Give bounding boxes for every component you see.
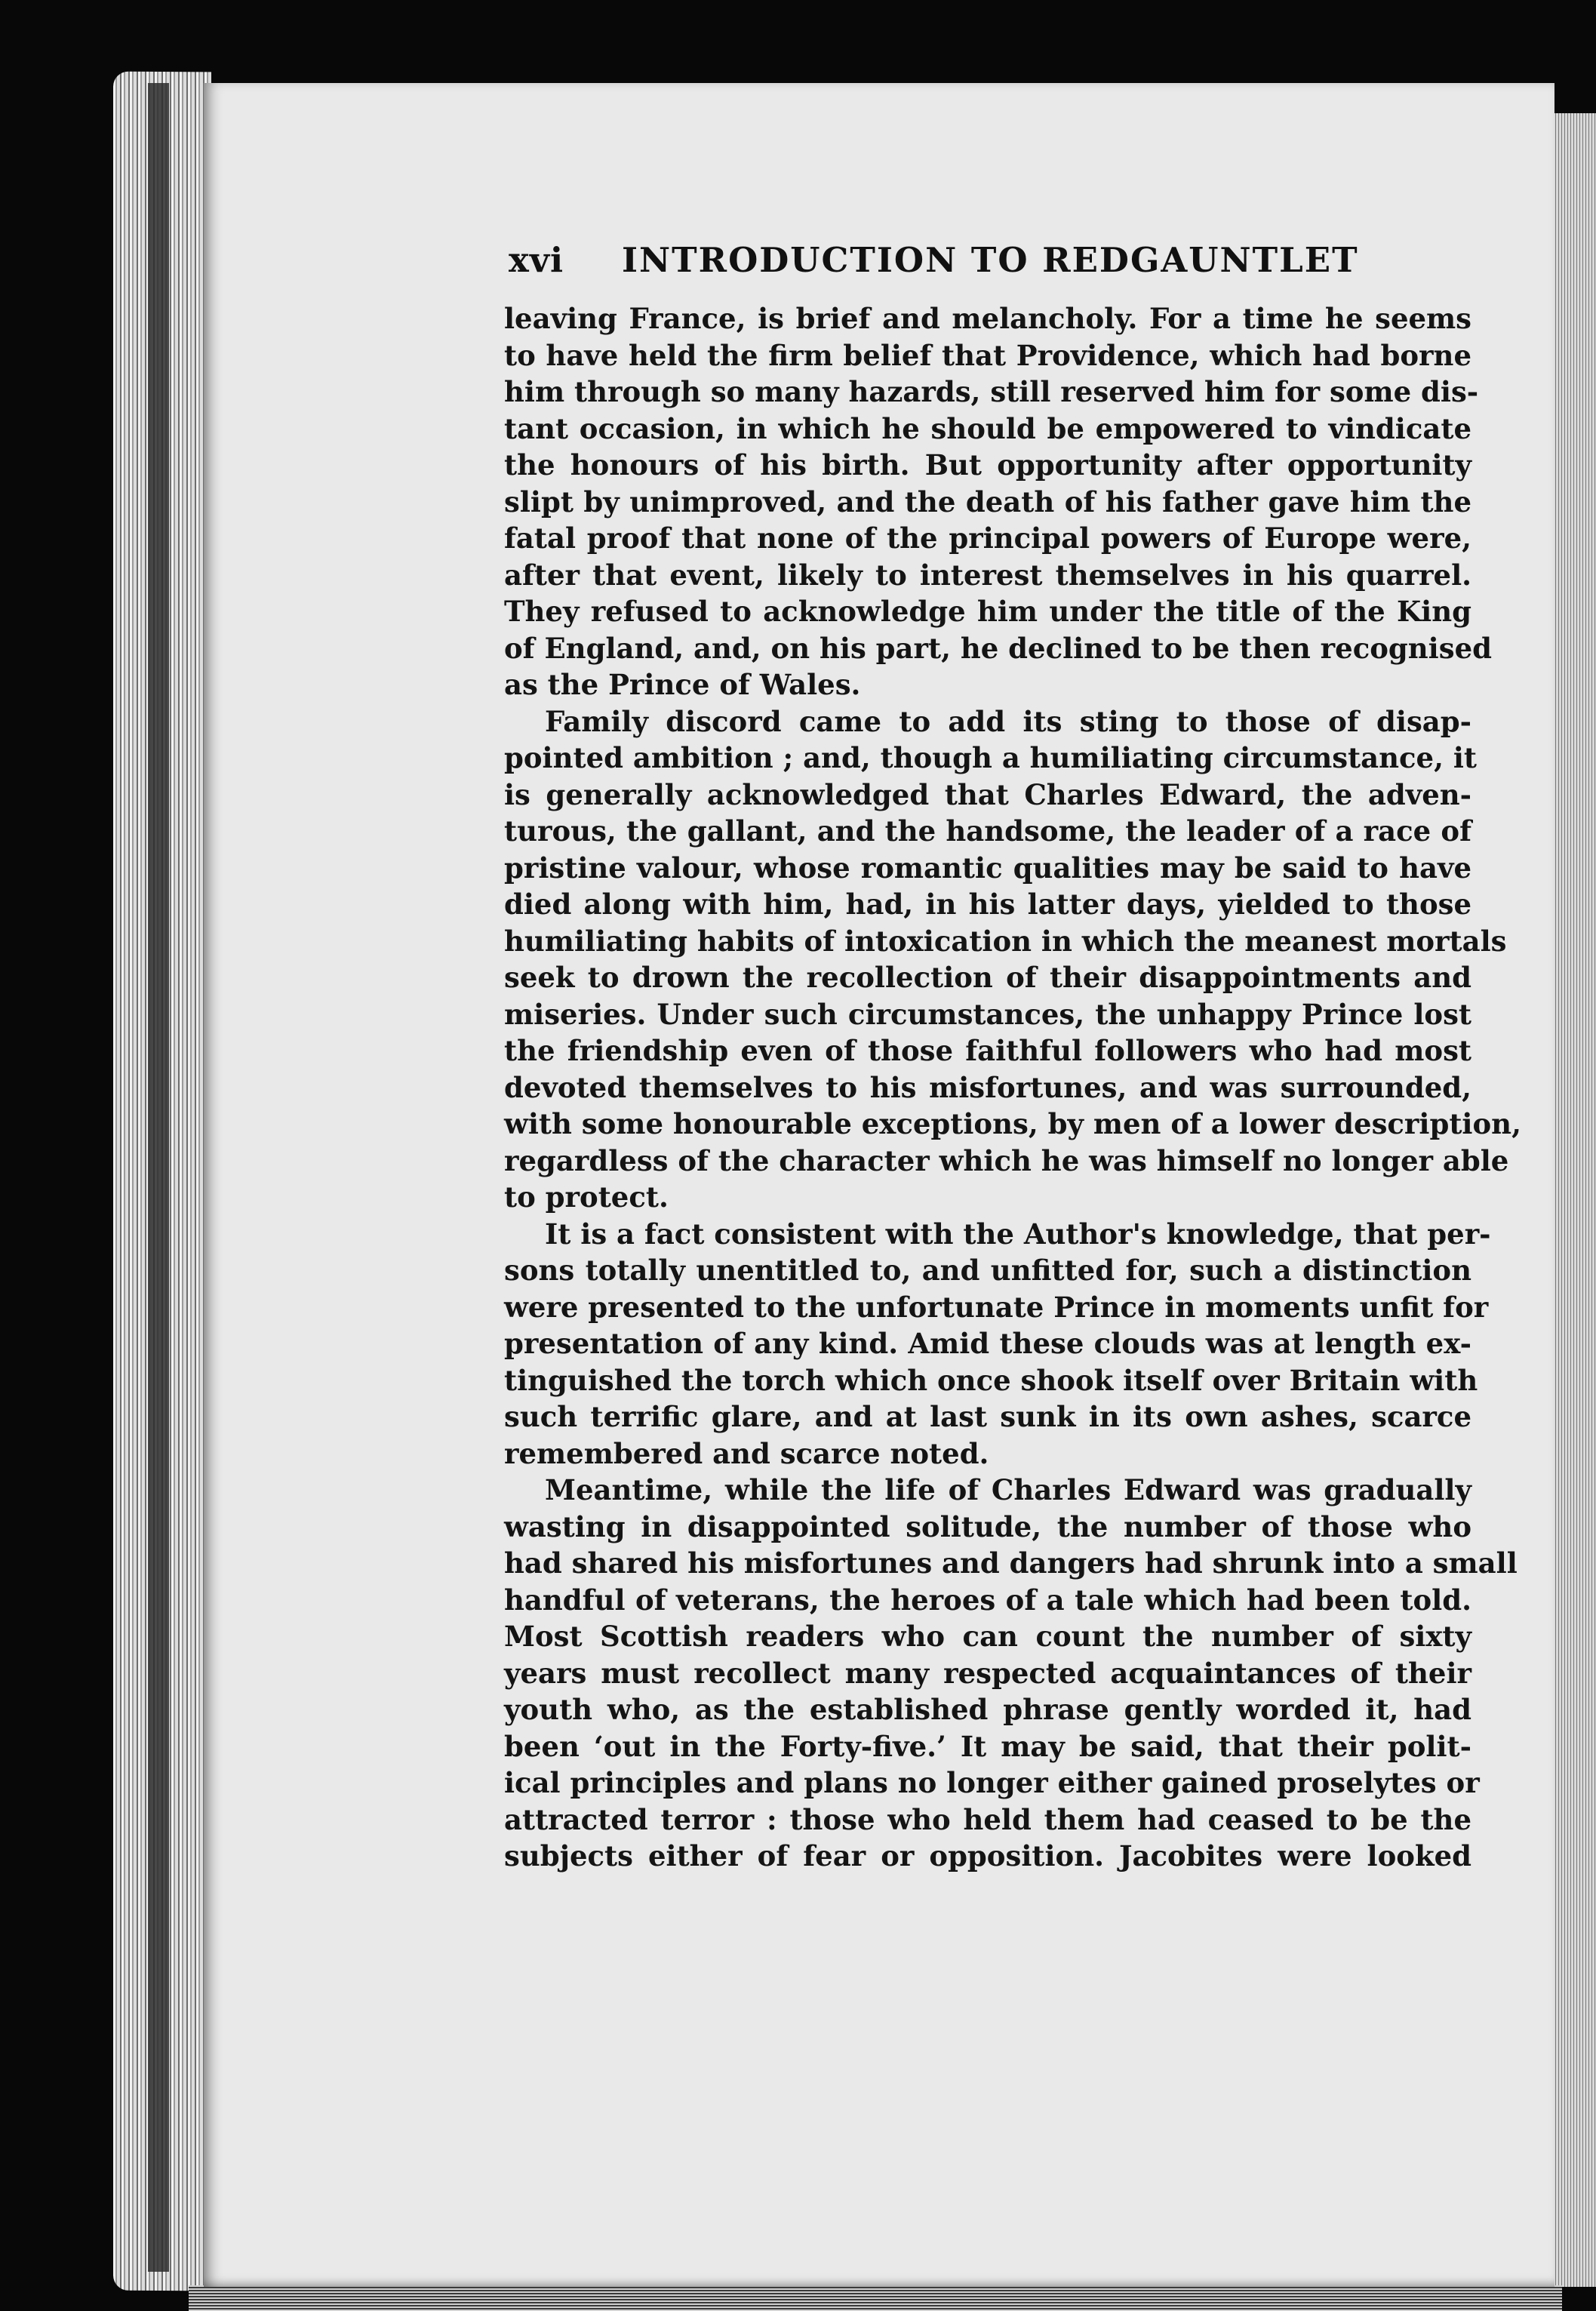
- text-line: turous, the gallant, and the handsome, the leader of a race of: [504, 814, 1471, 848]
- text-line: to have held the firm belief that Providence, which had borne: [504, 338, 1471, 372]
- text-line: humiliating habits of intoxication in which the meanest mortals: [504, 924, 1507, 958]
- text-line: as the Prince of Wales.: [504, 668, 861, 701]
- text-line: remembered and scarce noted.: [504, 1436, 989, 1470]
- text-line: ical principles and plans no longer either gained proselytes or: [504, 1766, 1480, 1799]
- text-line: the honours of his birth. But opportunity after opportunity: [504, 448, 1471, 482]
- text-line: devoted themselves to his misfortunes, and was surrounded,: [504, 1070, 1471, 1104]
- text-line: Meantime, while the life of Charles Edward was gradually: [545, 1473, 1471, 1506]
- body-text: [504, 300, 1521, 1875]
- text-line: Most Scottish readers who can count the number of sixty: [504, 1620, 1471, 1653]
- text-line: the friendship even of those faithful followers who had most: [504, 1034, 1471, 1067]
- text-line: of England, and, on his part, he declined to be then recognised: [504, 631, 1492, 665]
- book-page-edges-right: [1553, 113, 1596, 2287]
- text-line: youth who, as the established phrase gently worded it, had: [504, 1693, 1471, 1726]
- page-number: xvi: [509, 240, 564, 280]
- text-line: pristine valour, whose romantic qualities may be said to have: [504, 851, 1471, 885]
- text-line: had shared his misfortunes and dangers had shrunk into a small: [504, 1546, 1518, 1580]
- text-line: fatal proof that none of the principal powers of Europe were,: [504, 522, 1471, 555]
- text-line: with some honourable exceptions, by men of a lower description,: [504, 1107, 1521, 1140]
- text-line: after that event, likely to interest themselves in his quarrel.: [504, 558, 1471, 592]
- book-page-edges-bottom: [189, 2285, 1562, 2311]
- text-line: regardless of the character which he was himself no longer able: [504, 1143, 1509, 1177]
- running-head: [509, 240, 1361, 287]
- text-line: were presented to the unfortunate Prince in moments unfit for: [504, 1290, 1489, 1324]
- text-line: years must recollect many respected acquaintances of their: [504, 1656, 1471, 1690]
- text-line: miseries. Under such circumstances, the unhappy Prince lost: [504, 997, 1471, 1031]
- text-line: is generally acknowledged that Charles Edward, the adven-: [504, 777, 1471, 811]
- text-line: handful of veterans, the heroes of a tale which had been told.: [504, 1583, 1471, 1617]
- text-line: attracted terror : those who held them had ceased to be the: [504, 1802, 1471, 1836]
- text-line: Family discord came to add its sting to those of disap-: [545, 704, 1471, 738]
- text-line: seek to drown the recollection of their disappointments and: [504, 961, 1471, 994]
- text-line: such terrific glare, and at last sunk in its own ashes, scarce: [504, 1400, 1471, 1433]
- text-line: been ‘out in the Forty-five.’ It may be said, that their polit-: [504, 1729, 1471, 1763]
- text-line: him through so many hazards, still reserved him for some dis-: [504, 375, 1479, 408]
- text-line: subjects either of fear or opposition. Jacobites were looked: [504, 1839, 1471, 1872]
- text-line: tant occasion, in which he should be empowered to vindicate: [504, 411, 1471, 445]
- text-line: slipt by unimproved, and the death of his father gave him the: [504, 485, 1471, 519]
- page-title: INTRODUCTION TO REDGAUNTLET: [622, 240, 1359, 280]
- text-line: They refused to acknowledge him under the title of the King: [504, 595, 1471, 628]
- text-line: pointed ambition ; and, though a humiliating circumstance, it: [504, 741, 1478, 774]
- text-line: wasting in disappointed solitude, the number of those who: [504, 1509, 1471, 1543]
- text-line: leaving France, is brief and melancholy. For a time he seems: [504, 302, 1471, 335]
- text-line: died along with him, had, in his latter days, yielded to those: [504, 888, 1471, 921]
- text-line: presentation of any kind. Amid these clouds was at length ex-: [504, 1327, 1471, 1360]
- text-line: It is a fact consistent with the Author's knowledge, that per-: [545, 1217, 1491, 1251]
- book-gutter-shadow: [148, 83, 169, 2272]
- text-line: sons totally unentitled to, and unfitted for, such a distinction: [504, 1254, 1471, 1287]
- text-line: tinguished the torch which once shook itself over Britain with: [504, 1363, 1478, 1397]
- text-line: to protect.: [504, 1180, 669, 1214]
